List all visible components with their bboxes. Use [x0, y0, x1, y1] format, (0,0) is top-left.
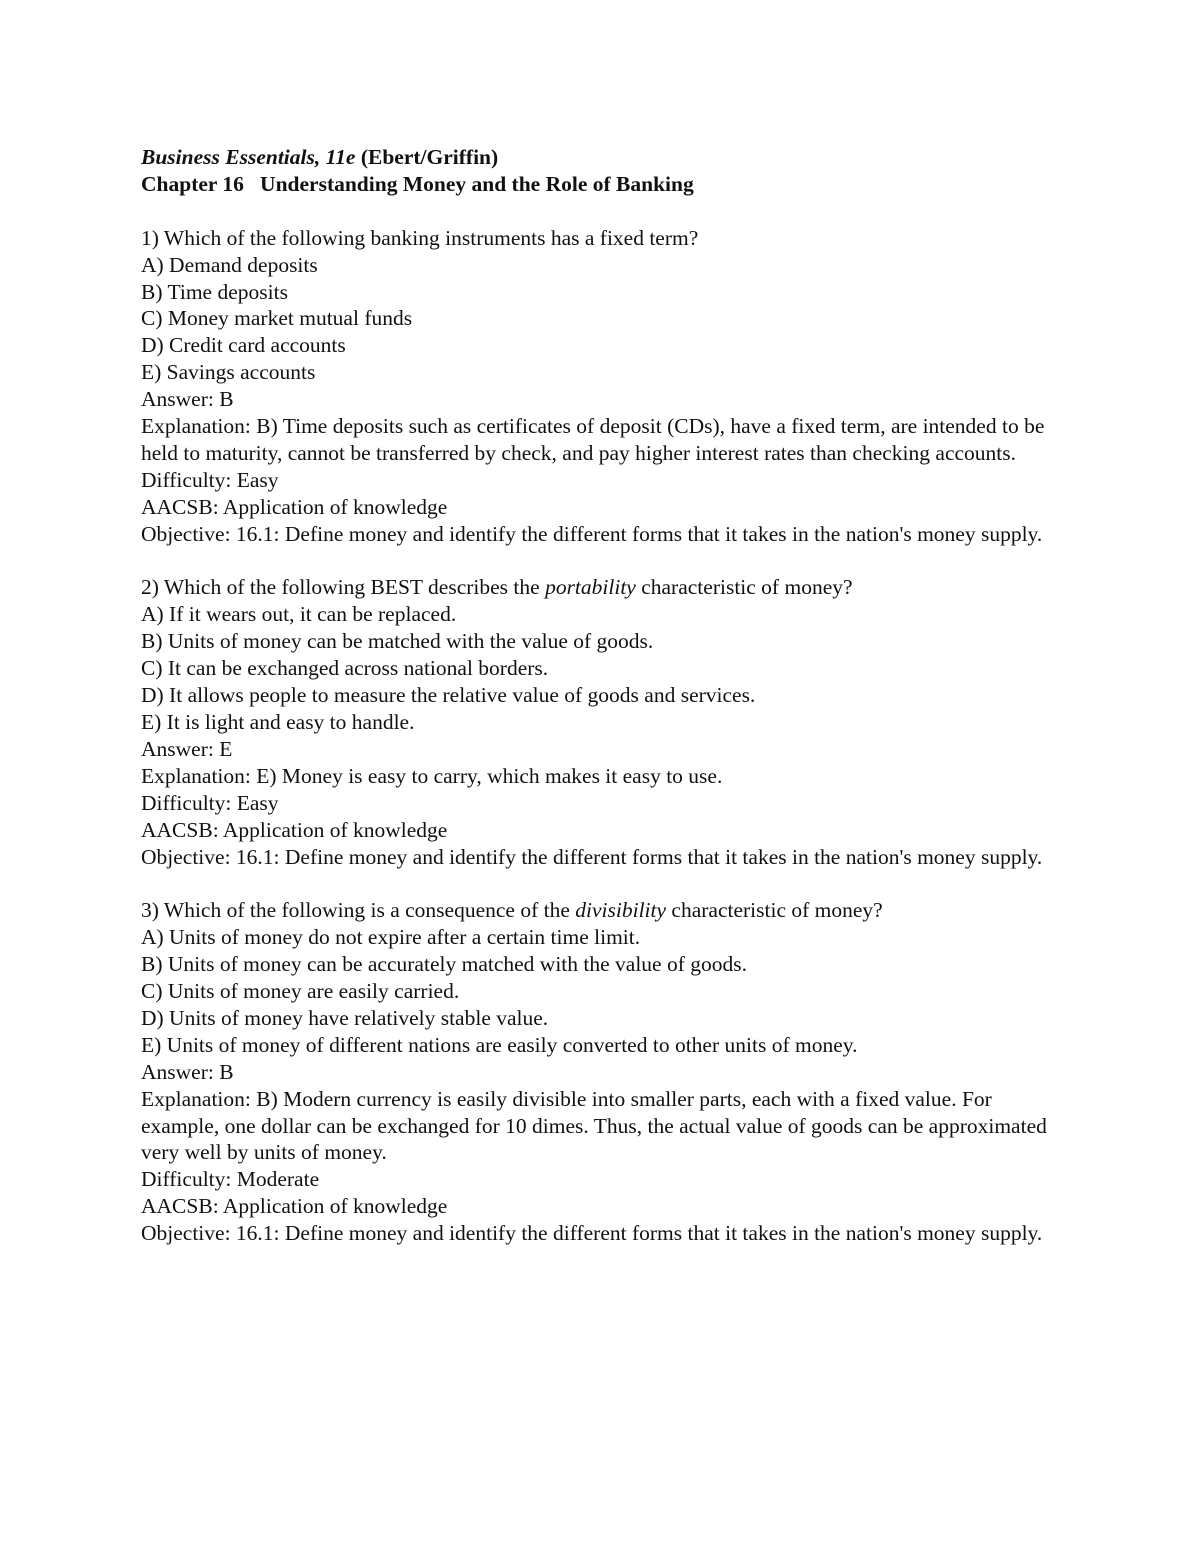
option-b: B) Units of money can be matched with the value of goods.	[141, 629, 654, 654]
option-c: C) Units of money are easily carried.	[141, 979, 460, 1004]
difficulty: Difficulty: Easy	[141, 467, 279, 492]
aacsb: AACSB: Application of knowledge	[141, 494, 448, 519]
question-text-part: characteristic of money?	[666, 898, 883, 923]
question-text-part: 2) Which of the following BEST describes the	[141, 575, 546, 600]
question-block-3	[141, 897, 1071, 1247]
option-e: E) Units of money of different nations are easily converted to other units of money.	[141, 1032, 858, 1057]
explanation: Explanation: B) Modern currency is easily divisible into smaller parts, each with a fixed value. For example, one dollar can be exchanged for 10 dimes. Thus, the actual value of goods can be approximated very well by units of money.	[141, 1086, 1047, 1165]
objective: Objective: 16.1: Define money and identify the different forms that it takes in the nation's money supply.	[141, 844, 1043, 869]
answer: Answer: B	[141, 387, 234, 412]
option-a: A) Demand deposits	[141, 252, 318, 277]
question-emphasis: portability	[545, 575, 636, 600]
objective: Objective: 16.1: Define money and identify the different forms that it takes in the nation's money supply.	[141, 521, 1043, 546]
option-d: D) Units of money have relatively stable value.	[141, 1005, 549, 1030]
option-c: C) Money market mutual funds	[141, 306, 413, 331]
spacer	[141, 548, 1071, 575]
option-b: B) Units of money can be accurately matched with the value of goods.	[141, 952, 747, 977]
question-text	[141, 897, 1071, 924]
explanation: Explanation: E) Money is easy to carry, which makes it easy to use.	[141, 763, 723, 788]
option-e: E) It is light and easy to handle.	[141, 710, 415, 734]
difficulty: Difficulty: Moderate	[141, 1167, 320, 1192]
question-text	[141, 574, 1071, 601]
option-b: B) Time deposits	[141, 279, 288, 304]
book-title	[141, 144, 1071, 171]
chapter-title: Chapter 16 Understanding Money and the Role of Banking	[141, 171, 694, 196]
aacsb: AACSB: Application of knowledge	[141, 1194, 448, 1219]
question-block-2	[141, 574, 1071, 870]
answer: Answer: B	[141, 1059, 234, 1084]
option-d: D) Credit card accounts	[141, 333, 346, 358]
document-page	[141, 144, 1071, 1247]
aacsb: AACSB: Application of knowledge	[141, 817, 448, 842]
question-emphasis: divisibility	[575, 898, 667, 923]
explanation: Explanation: B) Time deposits such as certificates of deposit (CDs), have a fixed term, are intended to be held to maturity, cannot be transferred by check, and pay higher interest rates than checking accounts.	[141, 414, 1045, 465]
objective: Objective: 16.1: Define money and identify the different forms that it takes in the nation's money supply.	[141, 1221, 1043, 1246]
spacer	[141, 198, 1071, 225]
question-block-1	[141, 225, 1071, 548]
answer: Answer: E	[141, 736, 233, 761]
question-text-part: characteristic of money?	[635, 575, 853, 600]
question-text-part: 1) Which of the following banking instruments has a fixed term?	[141, 225, 699, 250]
spacer	[141, 870, 1071, 897]
option-e: E) Savings accounts	[141, 360, 316, 385]
difficulty: Difficulty: Easy	[141, 790, 279, 815]
question-text-part: 3) Which of the following is a consequence of the	[141, 898, 576, 923]
option-c: C) It can be exchanged across national borders.	[141, 656, 549, 681]
option-a: A) If it wears out, it can be replaced.	[141, 602, 457, 627]
book-title-italic: Business Essentials, 11e	[141, 145, 356, 169]
option-d: D) It allows people to measure the relative value of goods and services.	[141, 683, 756, 708]
book-authors: (Ebert/Griffin)	[355, 145, 499, 169]
option-a: A) Units of money do not expire after a certain time limit.	[141, 925, 641, 950]
question-text	[141, 225, 1071, 252]
